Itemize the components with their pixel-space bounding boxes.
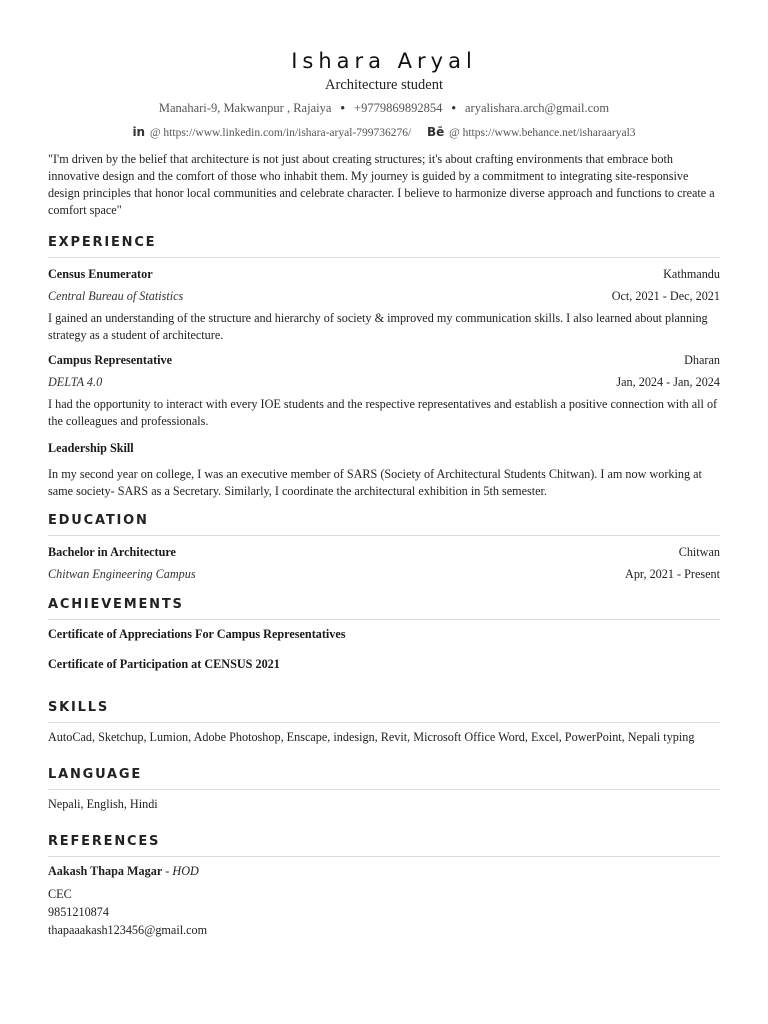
- resume-page: [48, 46, 720, 939]
- phone: +9779869892854: [354, 101, 443, 115]
- references-title: REFERENCES: [48, 834, 720, 857]
- leadership-entry: [48, 440, 720, 500]
- position: Campus Representative: [48, 353, 173, 367]
- organization: Central Bureau of Statistics: [48, 289, 184, 303]
- dates: Jan, 2024 - Jan, 2024: [616, 375, 720, 389]
- education-section: [48, 513, 720, 583]
- behance-icon: Bē: [426, 125, 445, 139]
- reference-designation: HOD: [172, 864, 199, 878]
- candidate-name: Ishara Aryal: [291, 49, 477, 73]
- education-entry: [48, 544, 720, 583]
- reference-name-line: [48, 863, 720, 880]
- dates: Oct, 2021 - Dec, 2021: [611, 289, 720, 303]
- location: Dharan: [684, 353, 720, 367]
- leadership-title: Leadership Skill: [48, 441, 134, 455]
- email-link[interactable]: aryalishara.arch@gmail.com: [465, 101, 610, 115]
- profile-links: [48, 124, 720, 141]
- language-text: Nepali, English, Hindi: [48, 797, 158, 811]
- contact-line: [48, 99, 720, 117]
- reference-phone: 9851210874: [48, 905, 109, 919]
- achievements-title: ACHIEVEMENTS: [48, 597, 720, 620]
- candidate-role: Architecture student: [325, 77, 443, 93]
- leadership-description: In my second year on college, I was an executive member of SARS (Society of Architectural Students Chitwan). I am now working at same society- SARS as a Secretary. Similarly, I coordinate the architectural exhibition in 5th semester.: [48, 467, 702, 498]
- reference-separator: -: [162, 864, 173, 878]
- degree: Bachelor in Architecture: [48, 545, 176, 559]
- skills-section: [48, 700, 720, 746]
- skills-text: AutoCad, Sketchup, Lumion, Adobe Photoshop, Enscape, indesign, Revit, Microsoft Office Word, Excel, PowerPoint, Nepali typing: [48, 730, 695, 744]
- school: Chitwan Engineering Campus: [48, 567, 196, 581]
- experience-section: [48, 235, 720, 500]
- achievement-item: Certificate of Participation at CENSUS 2021: [48, 657, 280, 671]
- achievements-section: [48, 597, 720, 673]
- location: Chitwan: [678, 545, 720, 559]
- linkedin-link[interactable]: @ https://www.linkedin.com/in/ishara-aryal-799736276/: [149, 127, 412, 139]
- education-title: EDUCATION: [48, 513, 720, 536]
- experience-entry: [48, 352, 720, 430]
- reference-email[interactable]: thapaaakash123456@gmail.com: [48, 923, 208, 937]
- description: I had the opportunity to interact with every IOE students and the respective representatives and establish a positive connection with all of the colleagues and professionals.: [48, 397, 718, 428]
- dates: Apr, 2021 - Present: [625, 567, 720, 581]
- language-title: LANGUAGE: [48, 767, 720, 790]
- summary-text: "I'm driven by the belief that architecture is not just about creating structures; it's about crafting environments that embrace both innovative design and the comfort of those who inhabit them. My journey is guided by a commitment to integrating site-responsive design principles that honor local communities and celebrate character. I believe to harmonize diverse approach and functions to create a comfort space": [48, 152, 715, 217]
- reference-name: Aakash Thapa Magar: [48, 864, 163, 878]
- separator-dot: •: [451, 101, 456, 115]
- skills-title: SKILLS: [48, 700, 720, 723]
- organization: DELTA 4.0: [48, 375, 103, 389]
- experience-entry: [48, 266, 720, 344]
- description: I gained an understanding of the structure and hierarchy of society & improved my communication skills. I also learned about planning strategy as a student of architecture.: [48, 311, 708, 342]
- experience-title: EXPERIENCE: [48, 235, 720, 258]
- language-section: [48, 767, 720, 813]
- references-section: [48, 834, 720, 939]
- achievement-item: Certificate of Appreciations For Campus Representatives: [48, 627, 346, 641]
- address: Manahari-9, Makwanpur , Rajaiya: [158, 101, 332, 115]
- location: Kathmandu: [663, 267, 720, 281]
- linkedin-icon: in: [132, 125, 146, 139]
- behance-link[interactable]: @ https://www.behance.net/isharaaryal3: [449, 127, 636, 139]
- reference-org: CEC: [48, 887, 72, 901]
- separator-dot: •: [340, 101, 345, 115]
- position: Census Enumerator: [48, 267, 153, 281]
